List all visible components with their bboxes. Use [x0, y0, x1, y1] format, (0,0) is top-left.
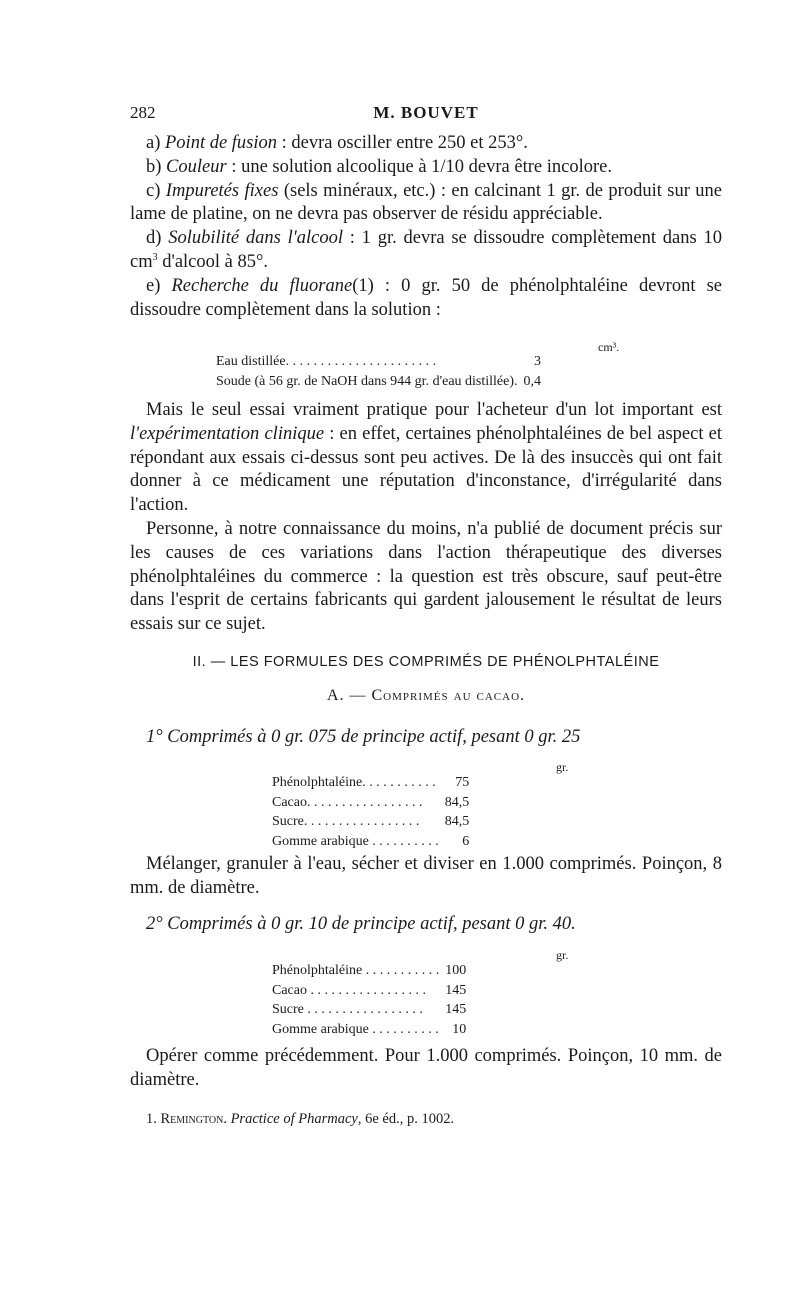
paragraph: Personne, à notre connaissance du moins, n'a publié de document précis sur les causes de ces variations dans l'action thérapeutique des diverses phénolphtaléines du commerce : la question est très obscure, sauf peut-être dans l'esprit de certains fabricants qui gardent jalousement le résultat de leurs essais sur ce sujet. [130, 518, 722, 635]
formula-2-instructions [130, 1045, 722, 1093]
formula-1-table [272, 773, 469, 851]
ingredient-label: Gomme arabique . . . . . . . . . . [272, 1021, 439, 1037]
table-row [272, 1000, 466, 1020]
formula-1-title: 1° Comprimés à 0 gr. 075 de principe actif, pesant 0 gr. 25 [146, 727, 581, 747]
section-heading: II. — LES FORMULES DES COMPRIMÉS DE PHÉNOLPHTALÉINE [192, 654, 660, 670]
table-row [272, 832, 469, 852]
ingredient-value: 145 [445, 1002, 467, 1018]
page-number: 282 [130, 103, 156, 122]
ingredient-label: Sucre . . . . . . . . . . . . . . . . . [272, 1002, 423, 1018]
ingredient-label: Sucre. . . . . . . . . . . . . . . . . [272, 814, 420, 830]
footnote-work: Practice of Pharmacy [230, 1111, 358, 1127]
ingredient-label: Eau distillée. . . . . . . . . . . . . . . . . . . . . . [216, 354, 437, 369]
table-row [216, 372, 541, 392]
ingredient-label: Phénolphtaléine. . . . . . . . . . . [272, 775, 436, 790]
specification-list [130, 132, 722, 322]
running-title: M. BOUVET [373, 103, 479, 122]
ingredient-value: 0,4 [523, 373, 542, 389]
ingredient-value: 6 [462, 833, 470, 849]
table-row [272, 773, 469, 793]
item-fluorane-test: e) Recherche du fluorane(1) : 0 gr. 50 de phénolphtaléine devront se dissoudre complètement dans la solution : [130, 275, 722, 320]
footnote: 1. Remington. Practice of Pharmacy, 6e éd., p. 1002. [146, 1111, 455, 1127]
formula-2-unit: gr. [556, 948, 569, 962]
ingredient-value: 84,5 [444, 794, 470, 810]
ingredient-value: 3 [534, 354, 542, 369]
ingredient-label: Gomme arabique . . . . . . . . . . [272, 833, 439, 849]
table-row [272, 981, 466, 1001]
ingredient-label: Cacao . . . . . . . . . . . . . . . . . [272, 982, 426, 998]
ingredient-value: 145 [445, 982, 467, 998]
subsection-heading: A. — Comprimés au cacao. [326, 687, 526, 704]
solution-table [216, 352, 541, 391]
footnote-ref: (1) [352, 275, 374, 296]
paragraph: Mais le seul essai vraiment pratique pour l'acheteur d'un lot important est l'expérimentation clinique : en effet, certaines phénolphtaléines de bel aspect et répondant aux essais ci-dessus sont peu actives. De là des insuccès qui ont fait donner à ce médicament une réputation d'inconstance, d'irrégularité dans l'action. [130, 400, 722, 516]
solution-unit: cm³. [598, 340, 620, 354]
table-row [216, 352, 541, 372]
formula-1-unit: gr. [556, 760, 569, 774]
ingredient-value: 84,5 [444, 814, 470, 830]
ingredient-label: Phénolphtaléine . . . . . . . . . . . [272, 963, 440, 978]
ingredient-label: Cacao. . . . . . . . . . . . . . . . . [272, 794, 423, 810]
paragraph: Opérer comme précédemment. Pour 1.000 comprimés. Poinçon, 10 mm. de diamètre. [130, 1046, 722, 1090]
body-text [130, 399, 722, 637]
table-row [272, 793, 469, 813]
table-row [272, 961, 466, 981]
item-melting-point: a) Point de fusion : devra osciller entre 250 et 253°. [146, 133, 528, 153]
item-color: b) Couleur : une solution alcoolique à 1/10 devra être incolore. [146, 156, 612, 177]
item-solubility: d) Solubilité dans l'alcool : 1 gr. devra se dissoudre complètement dans 10 $cm^3$ d'alcool à 85°. [130, 228, 723, 272]
formula-2-table [272, 961, 466, 1039]
item-fixed-impurities: c) Impuretés fixes (sels minéraux, etc.) : en calcinant 1 gr. de produit sur une lame de platine, on ne devra pas observer de résidu appréciable. [130, 180, 723, 225]
running-header [130, 103, 722, 127]
formula-1-instructions [130, 853, 722, 901]
table-row [272, 1020, 466, 1040]
ingredient-value: 10 [452, 1021, 467, 1037]
table-row [272, 812, 469, 832]
footnote-author: Remington [160, 1111, 224, 1127]
ingredient-value: 75 [455, 775, 470, 790]
ingredient-label: Soude (à 56 gr. de NaOH dans 944 gr. d'eau distillée). [216, 373, 518, 389]
ingredient-value: 100 [445, 963, 467, 978]
formula-2-title: 2° Comprimés à 0 gr. 10 de principe actif, pesant 0 gr. 40. [146, 914, 576, 934]
paragraph: Mélanger, granuler à l'eau, sécher et diviser en 1.000 comprimés. Poinçon, 8 mm. de diamètre. [130, 854, 722, 898]
